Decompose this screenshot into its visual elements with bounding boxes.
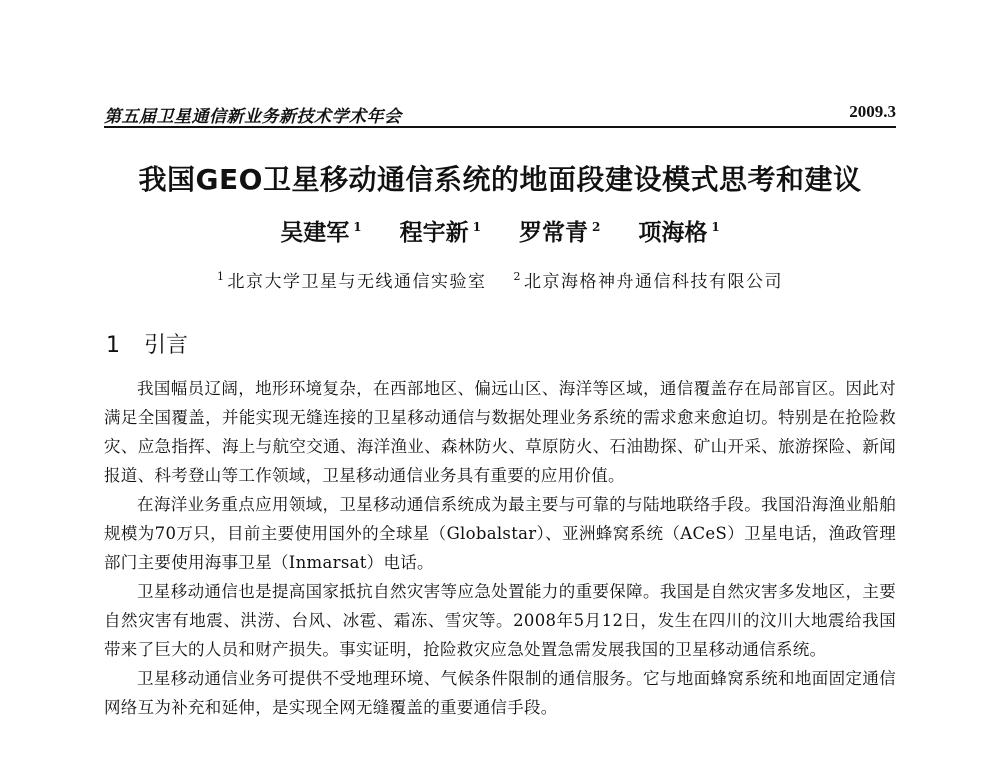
affiliation-list (0, 267, 1000, 292)
running-header (104, 100, 896, 128)
affiliation-mark: 2 (513, 270, 522, 284)
author-name: 项海格 (638, 219, 708, 246)
affiliation-mark: 1 (217, 270, 226, 284)
author (400, 214, 481, 247)
author (519, 214, 600, 247)
author-list (0, 214, 1000, 247)
section-number: 1 (106, 333, 120, 358)
affiliation-name: 北京大学卫星与无线通信实验室 (227, 272, 487, 292)
author-affiliation-mark: 1 (711, 220, 720, 235)
author (280, 214, 361, 247)
author-name: 吴建军 (280, 219, 350, 246)
affiliation (217, 267, 487, 292)
body-text (104, 374, 896, 722)
section-title: 引言 (144, 333, 189, 358)
author-name: 罗常青 (519, 219, 588, 246)
paragraph: 卫星移动通信也是提高国家抵抗自然灾害等应急处置能力的重要保障。我国是自然灾害多发地区，主要自然灾害有地震、洪涝、台风、冰雹、霜冻、雪灾等。2008年5月12日，发生在四川的汶川大地震给我国带来了巨大的人员和财产损失。事实证明，抢险救灾应急处置急需发展我国的卫星移动通信系统。 (104, 582, 896, 659)
issue-date: 2009.3 (849, 102, 896, 121)
affiliation (513, 267, 783, 292)
author-affiliation-mark: 1 (353, 220, 362, 235)
author-affiliation-mark: 2 (592, 220, 601, 235)
conference-name: 第五届卫星通信新业务新技术学术年会 (104, 107, 402, 127)
paragraph: 卫星移动通信业务可提供不受地理环境、气候条件限制的通信服务。它与地面蜂窝系统和地面固定通信网络互为补充和延伸，是实现全网无缝覆盖的重要通信手段。 (104, 669, 896, 717)
author (638, 214, 719, 247)
paragraph: 在海洋业务重点应用领域，卫星移动通信系统成为最主要与可靠的与陆地联络手段。我国沿海渔业船舶规模为70万只，目前主要使用国外的全球星（Globalstar）、亚洲蜂窝系统（ACeS）卫星电话，渔政管理部门主要使用海事卫星（Inmarsat）电话。 (104, 495, 896, 572)
paragraph: 我国幅员辽阔，地形环境复杂，在西部地区、偏远山区、海洋等区域，通信覆盖存在局部盲区。因此对满足全国覆盖，并能实现无缝连接的卫星移动通信与数据处理业务系统的需求愈来愈迫切。特别是在抢险救灾、应急指挥、海上与航空交通、海洋渔业、森林防火、草原防火、石油勘探、矿山开采、旅游探险、新闻报道、科考登山等工作领域，卫星移动通信业务具有重要的应用价值。 (104, 379, 896, 485)
paper-title: 我国GEO卫星移动通信系统的地面段建设模式思考和建议 (138, 163, 862, 196)
section-heading (106, 328, 188, 359)
author-name: 程宇新 (399, 219, 469, 246)
author-affiliation-mark: 1 (472, 220, 481, 235)
affiliation-name: 北京海格神舟通信科技有限公司 (523, 272, 783, 292)
